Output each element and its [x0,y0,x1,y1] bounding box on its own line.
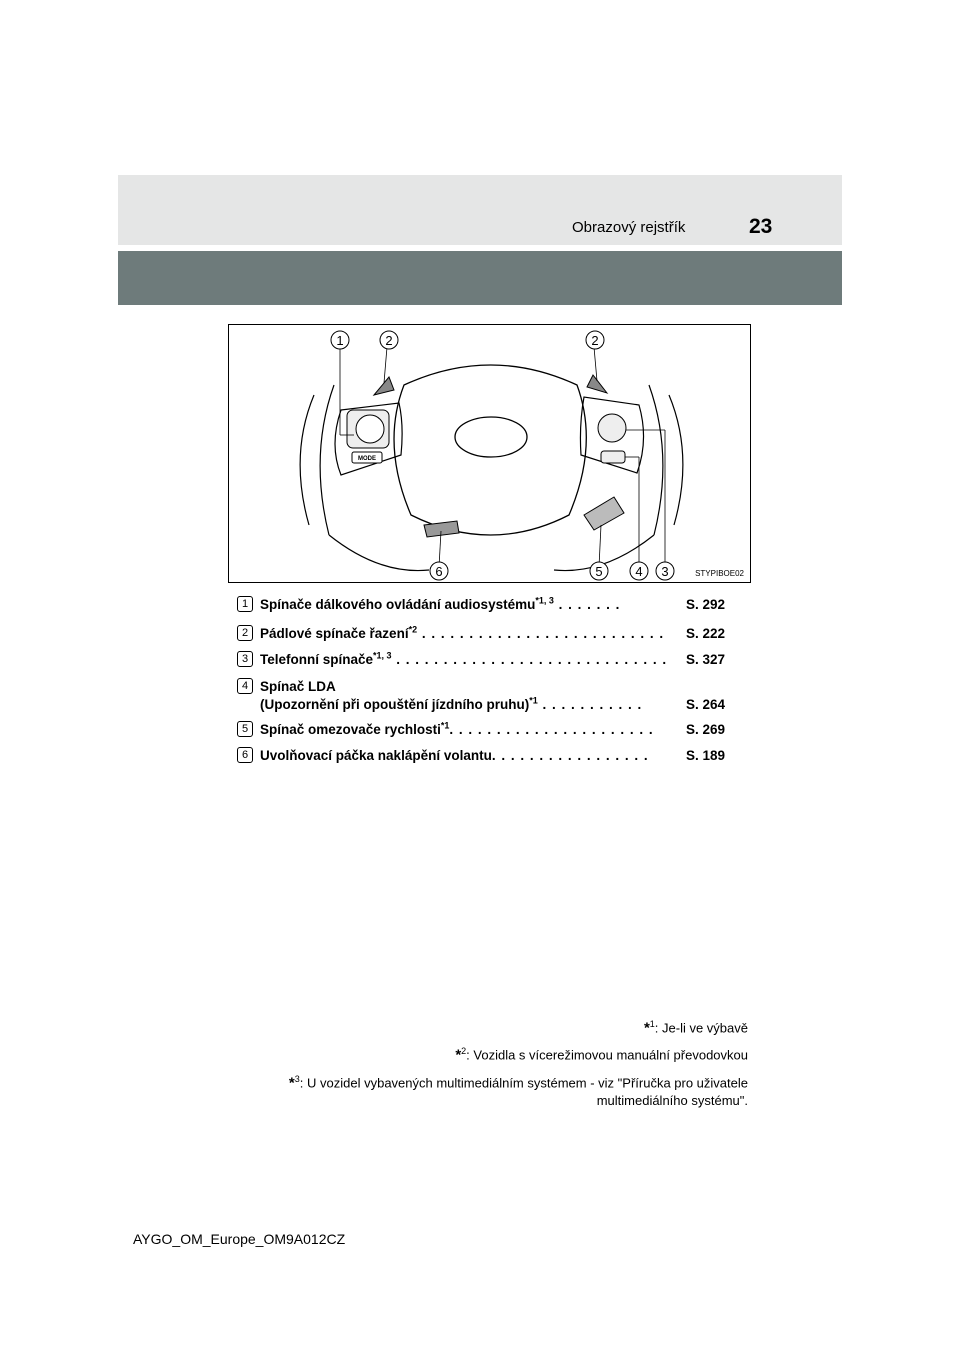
callout-4-label: 4 [635,564,643,579]
footnote-number: 1 [649,1019,655,1029]
footnote-text: : Je-li ve výbavě [654,1020,748,1036]
item-label: Telefonní spínače [260,652,374,667]
section-band [118,251,842,305]
footnote [188,1015,748,1037]
footnote-number: 2 [461,1046,467,1057]
item-page-ref: S. 269 [685,722,725,737]
footnote-number: 3 [294,1073,300,1084]
header-band [118,175,842,245]
leader-dots: . . . . . . . . . . . . . . . . . . . . . . [449,722,654,737]
figure-code: STYPIBOE02 [695,569,744,578]
steering-wheel-illustration [229,325,752,584]
footnote [188,1070,748,1110]
section-title: Obrazový rejstřík [572,219,686,236]
footnote-mark: * [643,1019,650,1037]
leader-dots: . . . . . . . [553,597,621,612]
footnote-text: : U vozidel vybavených multimediálním systémem - viz "Příručka pro uživatele [299,1074,748,1090]
page-number: 23 [749,215,773,238]
callout-2-left-label: 2 [385,333,393,348]
footnote [188,1042,748,1064]
callout-5-label: 5 [595,564,603,579]
leader-dots: . . . . . . . . . . . . . . . . . . . . . . . . . . [417,626,665,641]
item-page-ref: S. 264 [685,697,725,712]
item-label: Spínač LDA [260,679,336,694]
callout-3-label: 3 [661,564,669,579]
item-footnote-ref: *2 [408,624,418,635]
item-page-ref: S. 292 [685,597,725,612]
item-number: 3 [237,651,253,667]
item-page-ref: S. 189 [685,748,725,763]
leader-dots: . . . . . . . . . . . [537,697,643,712]
footnotes [188,1015,748,1115]
callout-2-right-label: 2 [591,333,599,348]
item-number: 4 [237,678,253,694]
item-label: Spínač omezovače rychlosti [260,722,441,737]
callout-6-label: 6 [435,564,443,579]
document-code: AYGO_OM_Europe_OM9A012CZ [133,1231,346,1247]
item-label: Uvolňovací páčka naklápění volantu [260,748,492,763]
steering-wheel-figure [228,324,751,583]
footnote-text: : Vozidla s vícerežimovou manuální převodovkou [466,1047,748,1063]
footnote-text-line2: multimediálního systému". [596,1092,748,1108]
item-number: 1 [237,596,253,612]
leader-dots: . . . . . . . . . . . . . . . . . . . . . . . . . . . . . [391,652,668,667]
item-page-ref: S. 327 [685,652,725,667]
item-footnote-ref: *1 [440,720,450,731]
item-label-line2: (Upozornění při opouštění jízdního pruhu) [260,697,530,712]
item-number: 6 [237,747,253,763]
item-footnote-ref: *1, 3 [535,595,554,606]
footnote-mark: * [288,1073,295,1091]
item-number: 2 [237,625,253,641]
callout-1-label: 1 [336,333,344,348]
mode-label: MODE [358,456,376,462]
item-label: Spínače dálkového ovládání audiosystému [260,597,536,612]
footnote-mark: * [455,1046,462,1064]
leader-dots: . . . . . . . . . . . . . . . . . [491,748,649,763]
item-footnote-ref: *1 [529,695,538,706]
item-number: 5 [237,721,253,737]
item-footnote-ref: *1, 3 [373,650,392,661]
item-page-ref: S. 222 [685,626,725,641]
item-label: Pádlové spínače řazení [260,626,409,641]
